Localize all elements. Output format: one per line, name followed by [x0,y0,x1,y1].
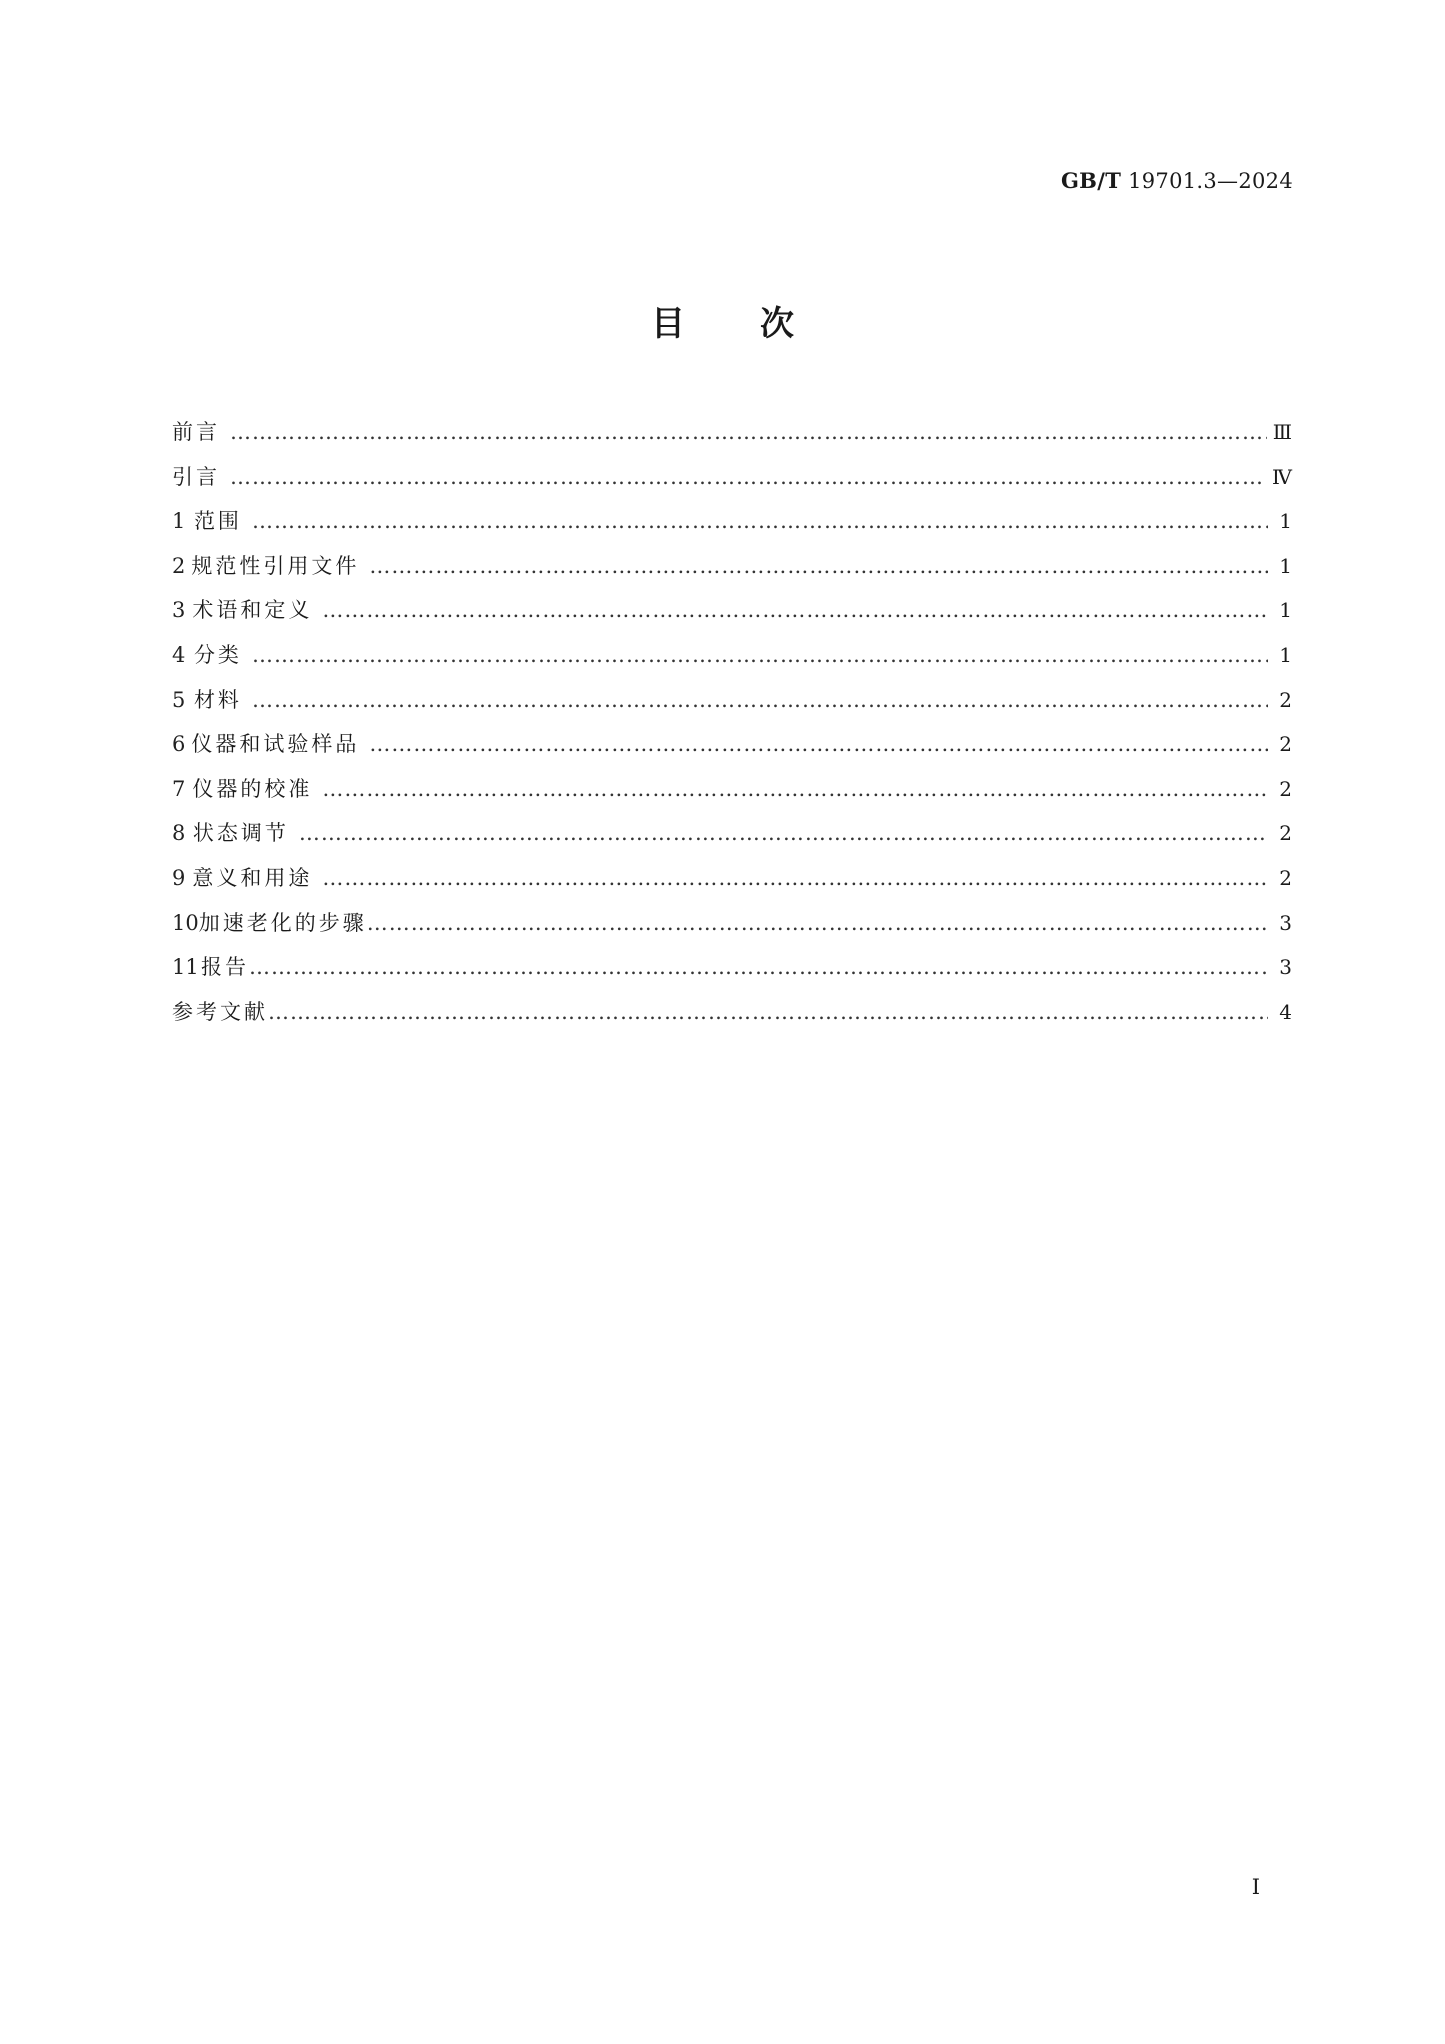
toc-item-label: 材料 [193,687,242,712]
toc-leader-dots [252,633,1268,678]
page-number: I [1251,1875,1260,1899]
toc-item-label: 范围 [193,509,242,534]
toc-item-10[interactable] [172,901,1292,946]
toc-leader-dots [369,544,1268,589]
standard-prefix: GB/T [1060,168,1122,193]
toc-item-page: 1 [1279,553,1292,578]
toc-item-1[interactable] [172,499,1292,544]
table-of-contents [172,410,1292,1034]
toc-leader-dots [369,722,1268,767]
toc-item-label: 意义和用途 [192,865,313,890]
toc-leader-dots [268,990,1268,1035]
toc-item-4[interactable] [172,633,1292,678]
toc-item-6[interactable] [172,722,1292,767]
toc-item-page: 2 [1279,732,1292,757]
toc-item-number: 10 [172,910,199,935]
toc-leader-dots [322,767,1268,812]
toc-item-number: 2 [172,553,186,578]
toc-item-number: 8 [172,821,186,846]
standard-code [1061,168,1293,193]
toc-item-introduction[interactable] [172,455,1292,500]
toc-item-2[interactable] [172,544,1292,589]
toc-leader-dots [230,410,1267,455]
toc-item-8[interactable] [172,811,1292,856]
toc-item-label: 仪器和试验样品 [191,732,360,757]
toc-item-label: 规范性引用文件 [191,553,360,578]
toc-item-label: 加速老化的步骤 [198,910,367,935]
toc-leader-dots [299,811,1268,856]
toc-item-number: 7 [172,776,186,801]
toc-leader-dots [249,945,1268,990]
toc-item-page: 2 [1279,776,1292,801]
toc-item-label: 报告 [200,955,249,980]
toc-item-page: 3 [1279,910,1292,935]
toc-item-9[interactable] [172,856,1292,901]
toc-item-3[interactable] [172,588,1292,633]
page-title: 目次 [651,304,869,344]
toc-item-page: 2 [1279,865,1292,890]
toc-item-number: 5 [172,687,186,712]
toc-item-label: 引言 [172,464,220,489]
toc-item-page: 2 [1279,687,1292,712]
toc-item-label: 参考文献 [172,999,268,1024]
toc-item-page: 1 [1279,598,1292,623]
toc-item-5[interactable] [172,678,1292,723]
toc-item-11[interactable] [172,945,1292,990]
toc-leader-dots [322,588,1268,633]
toc-leader-dots [252,678,1268,723]
toc-item-number: 1 [172,509,186,534]
toc-item-number: 9 [172,865,186,890]
toc-item-page: Ⅲ [1272,420,1292,444]
toc-item-label: 仪器的校准 [192,776,313,801]
toc-item-page: 4 [1279,999,1292,1024]
toc-leader-dots [322,856,1268,901]
toc-item-label: 状态调节 [192,821,289,846]
toc-item-number: 4 [172,642,186,667]
toc-leader-dots [252,499,1268,544]
toc-leader-dots [367,901,1268,946]
toc-item-bibliography[interactable] [172,990,1292,1035]
toc-item-page: Ⅳ [1272,464,1292,489]
standard-number: 19701.3—2024 [1128,169,1293,193]
toc-item-label: 前言 [172,420,220,444]
toc-item-number: 3 [172,598,186,623]
toc-item-page: 3 [1279,955,1292,980]
toc-item-page: 2 [1279,821,1292,846]
toc-item-number: 6 [172,732,186,757]
toc-item-page: 1 [1279,509,1292,534]
toc-item-label: 术语和定义 [192,598,313,623]
toc-item-foreword[interactable] [172,410,1292,455]
toc-leader-dots [230,455,1266,500]
toc-item-7[interactable] [172,767,1292,812]
toc-item-number: 11 [172,955,199,980]
toc-item-page: 1 [1279,642,1292,667]
toc-item-label: 分类 [193,642,242,667]
